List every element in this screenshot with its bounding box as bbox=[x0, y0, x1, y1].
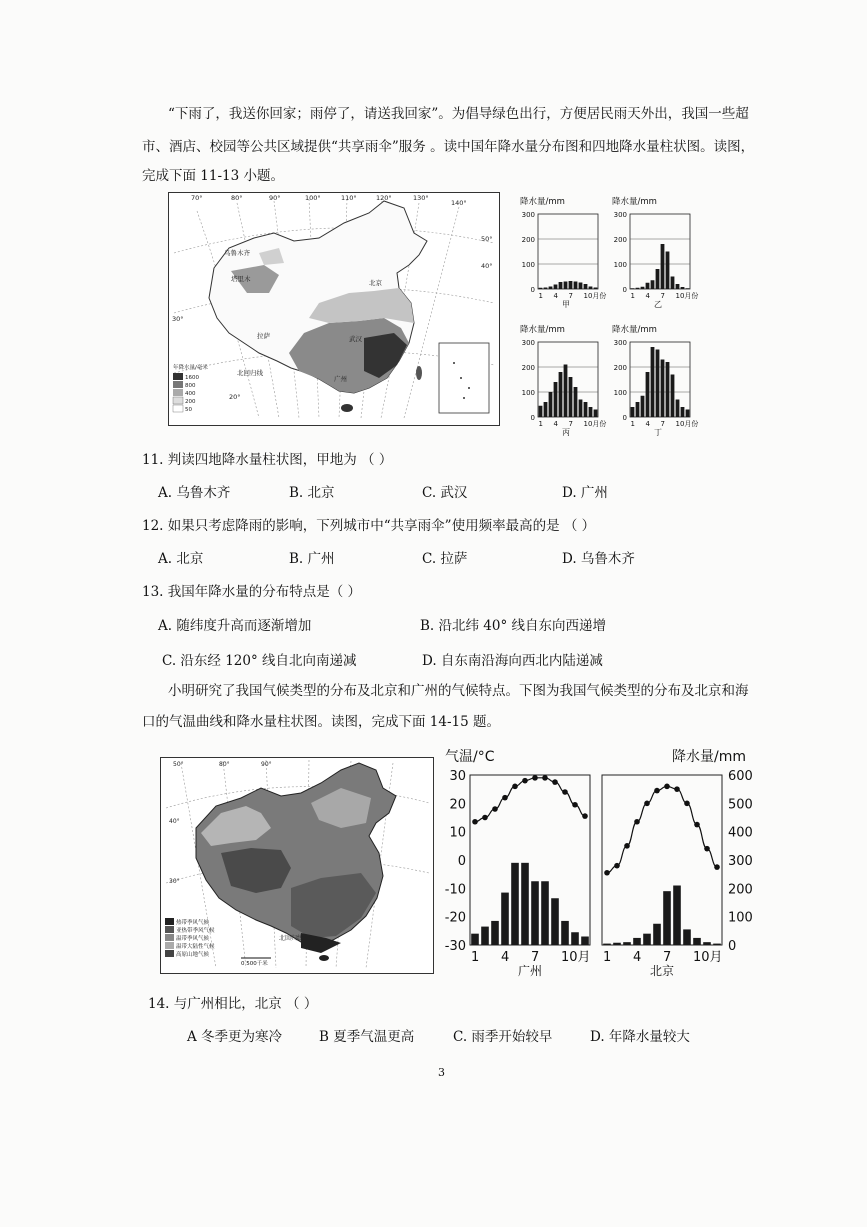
climate-precip-bar bbox=[551, 898, 559, 945]
q14-stem: 14. 与广州相比，北京 （ ） bbox=[148, 996, 318, 1012]
climate-xtick: 10月 bbox=[693, 950, 723, 965]
precip-axis-label: 降水量/mm bbox=[672, 749, 746, 765]
precip-xtick: 7 bbox=[660, 292, 665, 300]
precip-xtick: 7 bbox=[568, 292, 573, 300]
precip-chart-ylabel: 降水量/mm bbox=[520, 197, 565, 207]
precip-bar bbox=[636, 288, 640, 289]
climate-precip-bar bbox=[613, 943, 621, 945]
precip-bar bbox=[661, 360, 665, 418]
precip-ytick: 100 bbox=[521, 261, 535, 269]
climate-temp-point bbox=[542, 775, 548, 781]
precip-xtick: 10月份 bbox=[675, 292, 699, 300]
precip-chart-name: 丁 bbox=[654, 428, 662, 437]
lon-label-140: 140° bbox=[451, 199, 467, 207]
q13-stem: 13. 我国年降水量的分布特点是（ ） bbox=[142, 584, 362, 600]
precip-ytick: 0 bbox=[530, 414, 535, 422]
climate-precip-bar bbox=[653, 924, 661, 945]
climate-temp-point bbox=[502, 795, 508, 801]
precip-bar bbox=[594, 288, 598, 290]
climate-temp-point bbox=[644, 801, 650, 807]
climate-temp-point bbox=[532, 775, 538, 781]
intro1-line2: 市、酒店、校园等公共区域提供“共享雨伞”服务 。读中国年降水量分布图和四地降水量柱状图。读图， bbox=[142, 139, 755, 155]
precip-chart-frame bbox=[630, 214, 690, 289]
precip-tick: 500 bbox=[728, 797, 753, 813]
precip-bar bbox=[554, 285, 558, 290]
precip-bar bbox=[539, 288, 543, 289]
climate-precip-bar bbox=[663, 891, 671, 945]
climate-xtick: 7 bbox=[663, 950, 672, 965]
precip-xtick: 4 bbox=[645, 420, 650, 428]
climate-precip-bar bbox=[511, 863, 519, 945]
svg-text:1600: 1600 bbox=[185, 375, 199, 381]
climate-city-name: 北京 bbox=[650, 964, 675, 978]
climate-precip-bar bbox=[643, 934, 651, 945]
precip-bar bbox=[574, 387, 578, 417]
precip-bar bbox=[666, 362, 670, 417]
climate-temp-point bbox=[472, 819, 478, 825]
lon-label-110: 110° bbox=[341, 194, 357, 202]
precip-bar bbox=[594, 410, 598, 418]
precip-ytick: 300 bbox=[613, 211, 627, 219]
precip-xtick: 1 bbox=[630, 420, 635, 428]
intro1-line3: 完成下面 11-13 小题。 bbox=[142, 168, 285, 184]
map2-scale: 0 500千米 bbox=[241, 961, 268, 967]
precip-chart-frame bbox=[538, 214, 598, 289]
svg-text:40°: 40° bbox=[169, 818, 180, 825]
climate-temp-point bbox=[614, 863, 620, 869]
temp-tick: -20 bbox=[444, 910, 466, 926]
precip-bar bbox=[564, 282, 568, 290]
climate-temp-curve bbox=[475, 778, 585, 822]
climate-temp-point bbox=[522, 778, 528, 784]
place-urumqi: 乌鲁木齐 bbox=[224, 249, 250, 257]
climate-precip-bar bbox=[581, 937, 589, 946]
climate-legend-1: 亚热带季风气候 bbox=[176, 928, 215, 934]
q13-option-b[interactable]: B. 沿北纬 40° 线自东向西递增 bbox=[420, 618, 607, 634]
q11-option-b[interactable]: B. 北京 bbox=[289, 485, 335, 501]
q12-option-c[interactable]: C. 拉萨 bbox=[422, 551, 468, 567]
climate-precip-bar bbox=[603, 944, 611, 945]
svg-text:50: 50 bbox=[185, 407, 192, 413]
precip-chart-name: 丙 bbox=[562, 428, 570, 437]
precip-bar bbox=[564, 365, 568, 418]
climate-temp-point bbox=[492, 806, 498, 812]
precip-ytick: 0 bbox=[622, 414, 627, 422]
precip-tick: 300 bbox=[728, 854, 753, 869]
precip-bar bbox=[666, 252, 670, 290]
lat-label-40: 40° bbox=[481, 262, 493, 270]
precip-bar bbox=[589, 407, 593, 417]
precip-xtick: 7 bbox=[660, 420, 665, 428]
precip-ytick: 300 bbox=[613, 339, 627, 347]
climate-precip-bar bbox=[521, 863, 529, 945]
precip-bar bbox=[579, 283, 583, 290]
lon-label-130: 130° bbox=[413, 194, 429, 202]
place-beijing: 北京 bbox=[369, 279, 382, 287]
precip-chart-ylabel: 降水量/mm bbox=[520, 325, 565, 335]
precip-bar bbox=[579, 400, 583, 418]
precip-tick: 600 bbox=[728, 769, 753, 784]
climate-precip-bar bbox=[571, 932, 579, 945]
q13-option-d[interactable]: D. 自东南沿海向西北内陆递减 bbox=[422, 653, 603, 669]
climate-temp-point bbox=[512, 784, 518, 790]
lat-label-20: 20° bbox=[229, 393, 241, 401]
climate-temp-point bbox=[684, 801, 690, 807]
climate-legend-4: 高原山地气候 bbox=[176, 952, 210, 958]
climate-precip-bar bbox=[673, 886, 681, 946]
page-number: 3 bbox=[438, 1066, 445, 1079]
climate-precip-bar bbox=[713, 944, 721, 945]
q11-option-c[interactable]: C. 武汉 bbox=[422, 485, 468, 501]
lon-label-90: 90° bbox=[269, 194, 281, 202]
precipitation-map bbox=[168, 192, 500, 426]
lon-label-70: 70° bbox=[191, 194, 203, 202]
climate-temp-point bbox=[674, 786, 680, 792]
precip-bar bbox=[584, 402, 588, 417]
climate-precip-bar bbox=[623, 942, 631, 945]
svg-text:80°: 80° bbox=[219, 761, 230, 768]
q14-option-d[interactable]: D. 年降水量较大 bbox=[590, 1029, 690, 1045]
precip-bar bbox=[544, 402, 548, 417]
lon-label-100: 100° bbox=[305, 194, 321, 202]
q11-stem: 11. 判读四地降水量柱状图，甲地为 （ ） bbox=[142, 452, 393, 468]
temp-tick: -10 bbox=[444, 882, 466, 898]
climate-temp-point bbox=[624, 843, 630, 849]
climate-legend-2: 温带季风气候 bbox=[176, 936, 210, 942]
climate-temp-point bbox=[634, 819, 640, 825]
climate-temp-point bbox=[704, 846, 710, 852]
precip-bar bbox=[646, 283, 650, 289]
climate-precip-bar bbox=[491, 921, 499, 945]
climate-chart-frame bbox=[602, 775, 722, 945]
precip-tick: 100 bbox=[728, 910, 753, 926]
precip-bar bbox=[686, 410, 690, 418]
precip-xtick: 10月份 bbox=[583, 420, 607, 428]
q12-option-a[interactable]: A. 北京 bbox=[158, 551, 204, 567]
precip-bar bbox=[584, 284, 588, 289]
precip-bar bbox=[686, 288, 690, 289]
precip-bar bbox=[646, 372, 650, 417]
q12-stem: 12. 如果只考虑降雨的影响，下列城市中“共享雨伞”使用频率最高的是 （ ） bbox=[142, 518, 596, 534]
map2-tropic: 北回归线 bbox=[279, 935, 304, 942]
precip-xtick: 7 bbox=[568, 420, 573, 428]
precip-bar bbox=[559, 282, 563, 289]
place-guangzhou: 广州 bbox=[334, 375, 347, 383]
climate-precip-bar bbox=[693, 938, 701, 945]
precip-bar bbox=[631, 407, 635, 417]
q13-option-a[interactable]: A. 随纬度升高而逐渐增加 bbox=[158, 618, 312, 634]
climate-legend-3: 温带大陆性气候 bbox=[176, 944, 215, 950]
temp-tick: 0 bbox=[457, 854, 466, 869]
q14-option-b[interactable]: B 夏季气温更高 bbox=[319, 1029, 415, 1045]
climate-xtick: 10月 bbox=[561, 950, 591, 965]
lat-label-50: 50° bbox=[481, 235, 493, 243]
climate-xtick: 1 bbox=[471, 950, 480, 965]
precip-bar bbox=[651, 280, 655, 289]
precip-bar bbox=[656, 350, 660, 418]
climate-xtick: 4 bbox=[501, 950, 510, 965]
precip-xtick: 1 bbox=[538, 292, 543, 300]
precip-ytick: 100 bbox=[613, 389, 627, 397]
q13-option-c[interactable]: C. 沿东经 120° 线自北向南递减 bbox=[162, 653, 357, 669]
climate-precip-bar bbox=[683, 929, 691, 945]
temp-tick: 10 bbox=[449, 825, 466, 841]
climate-xtick: 7 bbox=[531, 950, 540, 965]
svg-text:90°: 90° bbox=[261, 761, 272, 768]
temp-tick: 30 bbox=[449, 769, 466, 784]
intro2-line1: 小明研究了我国气候类型的分布及北京和广州的气候特点。下图为我国气候类型的分布及北京和海 bbox=[168, 683, 749, 699]
precip-chart-ylabel: 降水量/mm bbox=[612, 197, 657, 207]
precip-ytick: 200 bbox=[521, 236, 535, 244]
precip-bar bbox=[671, 277, 675, 290]
climate-xtick: 1 bbox=[603, 950, 612, 965]
place-tarim: 塔里木 bbox=[231, 275, 251, 283]
precip-bar bbox=[681, 407, 685, 417]
precip-bar bbox=[569, 281, 573, 289]
precip-bar bbox=[574, 282, 578, 290]
climate-legend-0: 热带季风气候 bbox=[176, 920, 210, 926]
temp-tick: -30 bbox=[444, 939, 466, 954]
precip-ytick: 300 bbox=[521, 211, 535, 219]
climate-temp-point bbox=[552, 779, 558, 785]
climate-temp-point bbox=[694, 822, 700, 828]
precip-bar bbox=[539, 406, 543, 417]
climate-temp-point bbox=[562, 789, 568, 795]
precip-bar bbox=[549, 392, 553, 417]
precip-bar bbox=[554, 382, 558, 417]
q11-option-a[interactable]: A. 乌鲁木齐 bbox=[158, 485, 231, 501]
svg-text:800: 800 bbox=[185, 383, 196, 389]
climate-precip-bar bbox=[471, 934, 479, 945]
climate-precip-bar bbox=[481, 927, 489, 945]
temp-tick: 20 bbox=[449, 797, 466, 813]
precip-ytick: 200 bbox=[613, 236, 627, 244]
svg-text:50°: 50° bbox=[173, 761, 184, 768]
svg-text:400: 400 bbox=[185, 391, 196, 397]
precip-bar bbox=[661, 244, 665, 289]
precip-bar bbox=[641, 396, 645, 417]
precip-bar bbox=[681, 287, 685, 289]
lat-label-30: 30° bbox=[172, 315, 184, 323]
q14-option-c[interactable]: C. 雨季开始较早 bbox=[453, 1029, 553, 1045]
climate-precip-bar bbox=[501, 893, 509, 945]
precip-bar bbox=[589, 287, 593, 290]
precip-bar bbox=[636, 402, 640, 417]
precip-ytick: 200 bbox=[613, 364, 627, 372]
precip-bar bbox=[569, 377, 573, 417]
precip-chart-ylabel: 降水量/mm bbox=[612, 325, 657, 335]
q12-option-b[interactable]: B. 广州 bbox=[289, 551, 335, 567]
precip-ytick: 0 bbox=[622, 286, 627, 294]
precip-bar bbox=[641, 287, 645, 289]
precip-bar bbox=[559, 372, 563, 417]
climate-temp-point bbox=[714, 864, 720, 870]
precipitation-bar-charts bbox=[510, 192, 710, 442]
climate-temp-point bbox=[482, 815, 488, 821]
precip-bar bbox=[549, 287, 553, 290]
precip-tick: 0 bbox=[728, 939, 737, 954]
place-tropic: 北回归线 bbox=[237, 369, 263, 377]
q12-option-d[interactable]: D. 乌鲁木齐 bbox=[562, 551, 635, 567]
climate-temp-point bbox=[664, 784, 670, 790]
lon-label-80: 80° bbox=[231, 194, 243, 202]
precip-xtick: 4 bbox=[553, 420, 558, 428]
precip-bar bbox=[656, 269, 660, 289]
lon-label-120: 120° bbox=[376, 194, 392, 202]
climate-chart-frame bbox=[470, 775, 590, 945]
climate-temp-point bbox=[572, 802, 578, 808]
precip-chart-name: 甲 bbox=[562, 300, 570, 309]
precip-bar bbox=[676, 284, 680, 289]
precip-tick: 400 bbox=[728, 825, 753, 841]
precip-xtick: 4 bbox=[645, 292, 650, 300]
climate-charts bbox=[440, 745, 760, 990]
climate-precip-bar bbox=[633, 938, 641, 945]
climate-temp-point bbox=[582, 813, 588, 819]
climate-city-name: 广州 bbox=[518, 964, 543, 978]
climate-type-map bbox=[160, 757, 434, 974]
precip-bar bbox=[631, 288, 635, 289]
precip-ytick: 300 bbox=[521, 339, 535, 347]
precip-ytick: 0 bbox=[530, 286, 535, 294]
precip-chart-name: 乙 bbox=[654, 300, 662, 309]
climate-xtick: 4 bbox=[633, 950, 642, 965]
climate-temp-point bbox=[654, 788, 660, 794]
precip-ytick: 100 bbox=[521, 389, 535, 397]
precip-ytick: 100 bbox=[613, 261, 627, 269]
precip-xtick: 10月份 bbox=[583, 292, 607, 300]
precip-ytick: 200 bbox=[521, 364, 535, 372]
climate-precip-bar bbox=[531, 881, 539, 945]
precip-bar bbox=[671, 375, 675, 418]
precip-xtick: 4 bbox=[553, 292, 558, 300]
svg-text:200: 200 bbox=[185, 399, 196, 405]
q11-option-d[interactable]: D. 广州 bbox=[562, 485, 608, 501]
legend-title: 年降水量/毫米 bbox=[173, 365, 208, 371]
svg-text:30°: 30° bbox=[169, 878, 180, 885]
precip-tick: 200 bbox=[728, 882, 753, 898]
climate-temp-point bbox=[604, 870, 610, 876]
climate-precip-bar bbox=[541, 881, 549, 945]
climate-precip-bar bbox=[561, 921, 569, 945]
precip-xtick: 10月份 bbox=[675, 420, 699, 428]
precip-bar bbox=[651, 347, 655, 417]
precip-xtick: 1 bbox=[538, 420, 543, 428]
place-wuhan: 武汉 bbox=[349, 335, 362, 343]
q14-option-a[interactable]: A 冬季更为寒冷 bbox=[187, 1029, 283, 1045]
climate-temp-curve bbox=[607, 786, 717, 872]
intro2-line2: 口的气温曲线和降水量柱状图。读图，完成下面 14-15 题。 bbox=[142, 714, 500, 730]
temp-axis-label: 气温/°C bbox=[445, 749, 495, 765]
precip-bar bbox=[544, 288, 548, 290]
intro1-line1: “下雨了，我送你回家；雨停了，请送我回家”。为倡导绿色出行，方便居民雨天外出，我国一些超 bbox=[168, 106, 749, 122]
precip-bar bbox=[676, 400, 680, 418]
climate-precip-bar bbox=[703, 942, 711, 945]
place-lhasa: 拉萨 bbox=[257, 332, 270, 340]
precip-xtick: 1 bbox=[630, 292, 635, 300]
